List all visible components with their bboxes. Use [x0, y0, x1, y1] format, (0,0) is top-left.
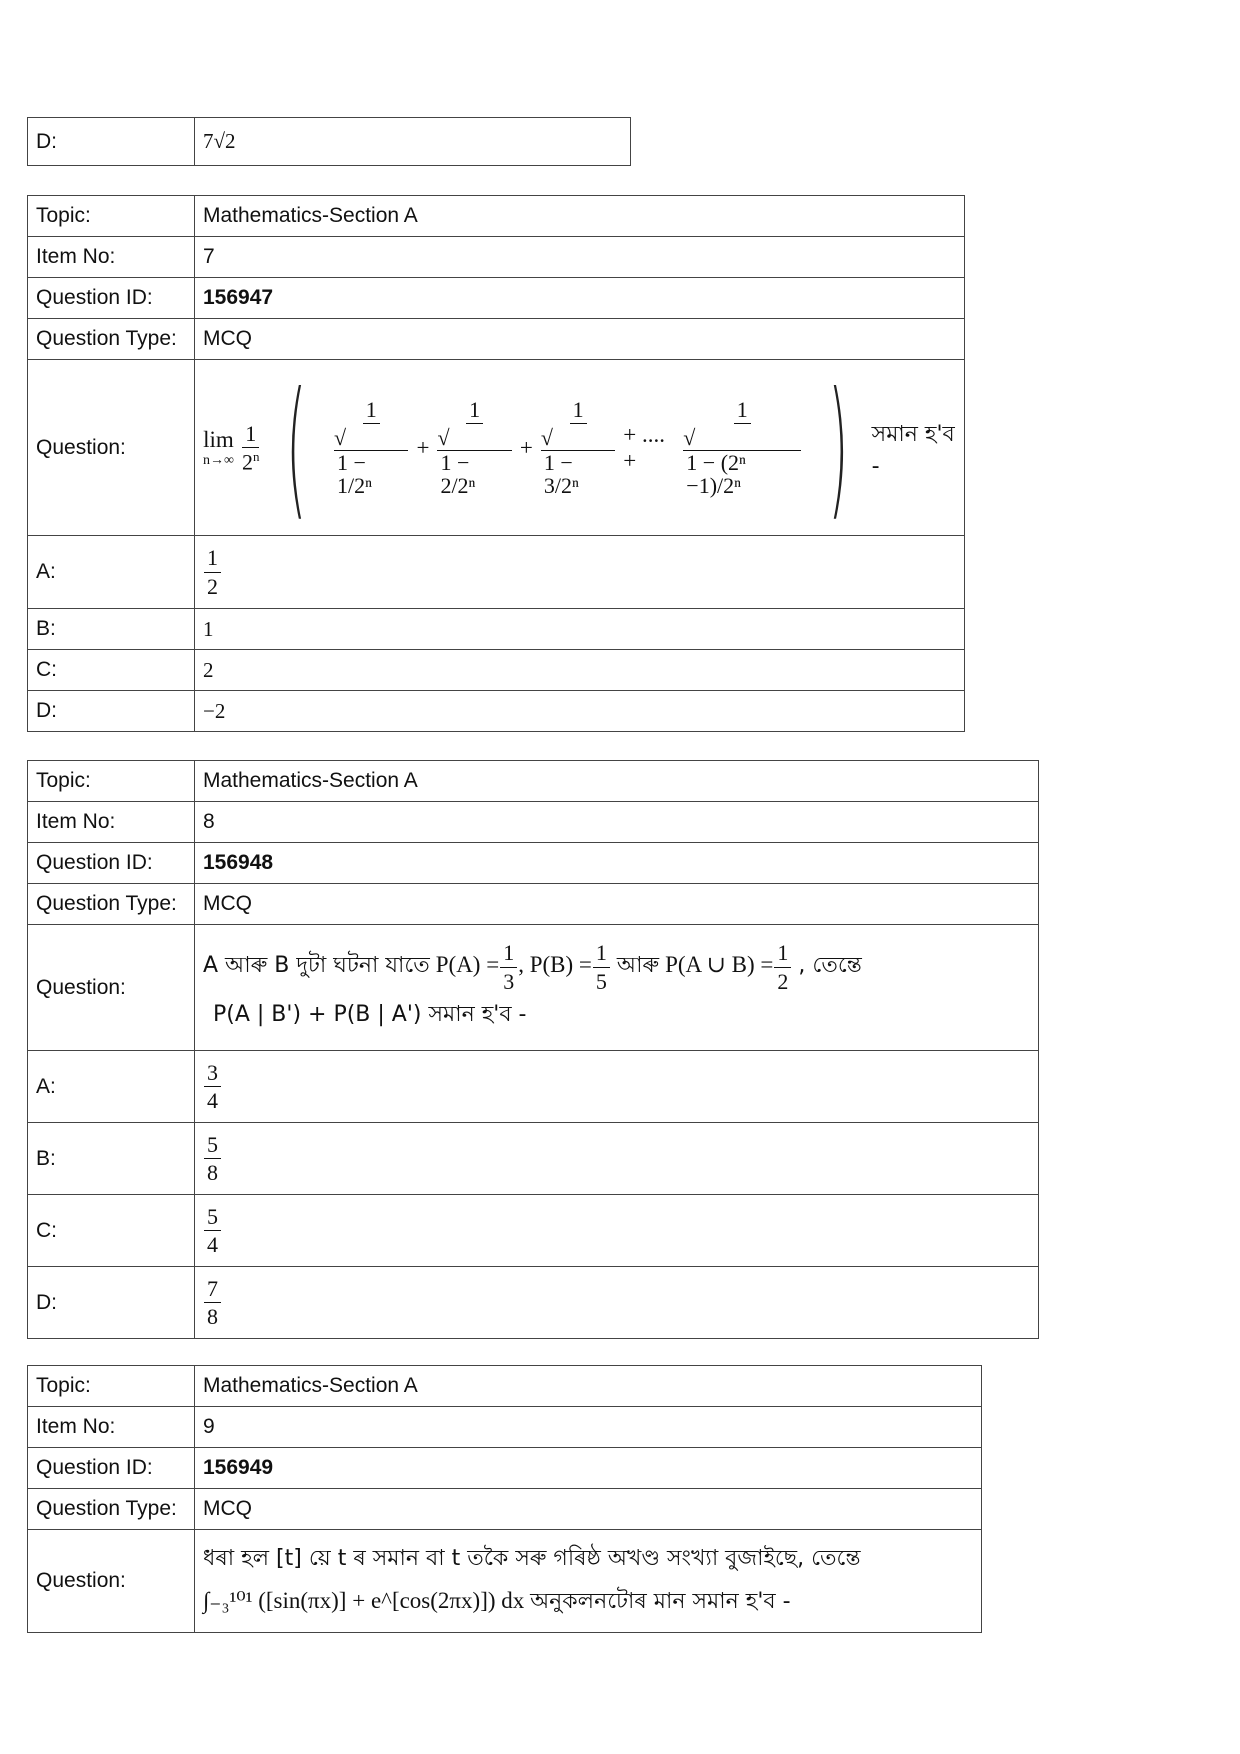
question-suffix: সমান হ'ব - [871, 421, 955, 479]
term-fraction: $\frac{1}{\text{√1 − 2/2ⁿ}}$ [433, 398, 515, 496]
item-no-label: Item No: [28, 237, 195, 278]
option-label: A: [28, 1051, 195, 1123]
option-value: −2 [195, 691, 965, 732]
option-label: B: [28, 609, 195, 650]
option-label: C: [28, 650, 195, 691]
question-text-c: , তেন্তে [798, 953, 862, 979]
item-no-label: Item No: [28, 1407, 195, 1448]
question-id-value: 156949 [195, 1448, 982, 1489]
integral-expression: ∫₋₃¹⁰¹ ([sin(πx)] + e^[cos(2πx)]) dx [203, 1588, 525, 1613]
question-label: Question: [28, 1530, 195, 1633]
option-label: D: [28, 691, 195, 732]
item-no-value: 7 [195, 237, 965, 278]
question-body: A আৰু B দুটা ঘটনা যাতে P(A) = $\frac{1}{3}$ , P(B) = $\frac{1}{5}$ আৰু P(A ∪ B) = $\frac{1}{2}$ , তেন্তে P(A | B') + P(B | A') সমান হ'ব - [195, 925, 1039, 1051]
question-id-label: Question ID: [28, 278, 195, 319]
topic-value: Mathematics-Section A [195, 196, 965, 237]
topic-value: Mathematics-Section A [195, 1366, 982, 1407]
question-body: lim n→∞ $\frac{1}{2^n}$ ( $\frac{1}{\text{√1 − 1/2ⁿ}}$ + $\frac{1}{\text{√1 − 2/2ⁿ}}$ + $\frac{1}{\text{√1 − 3/2ⁿ}}$ + .... + $\frac{1}{\text{√1 − (2ⁿ −1)/2ⁿ}}$ ) সমান হ'ব - [195, 360, 965, 536]
option-value: $\frac{1}{2}$ [195, 536, 965, 609]
question-table-8 [27, 760, 1039, 1339]
question-id-label: Question ID: [28, 843, 195, 884]
option-label: D: [28, 118, 195, 166]
option-value: 1 [195, 609, 965, 650]
question-type-label: Question Type: [28, 884, 195, 925]
question-table-9 [27, 1365, 982, 1633]
item-no-value: 9 [195, 1407, 982, 1448]
question-text-line1: ধৰা হল [t] য়ে t ৰ সমান বা t তকৈ সৰু গৰিষ্ঠ অখণ্ড সংখ্যা বুজাইছে, তেন্তে [203, 1546, 861, 1571]
question-label: Question: [28, 360, 195, 536]
option-label: A: [28, 536, 195, 609]
question-body [195, 1530, 982, 1633]
question-text-line2: অনুকলনটোৰ মান সমান হ'ব - [530, 1589, 791, 1614]
term-fraction: $\frac{1}{\text{√1 − 1/2ⁿ}}$ [330, 398, 412, 496]
topic-label: Topic: [28, 761, 195, 802]
question-text-line2: P(A | B') + P(B | A') সমান হ'ব - [213, 1001, 527, 1027]
item-no-value: 8 [195, 802, 1039, 843]
left-paren: ( [286, 360, 307, 535]
topic-label: Topic: [28, 1366, 195, 1407]
question-type-value: MCQ [195, 1489, 982, 1530]
question-text-b: আৰু [616, 953, 660, 979]
question-id-value: 156948 [195, 843, 1039, 884]
question-table-7 [27, 195, 965, 732]
option-value: $\frac{7}{8}$ [195, 1267, 1039, 1339]
question-type-value: MCQ [195, 884, 1039, 925]
question-id-value: 156947 [195, 278, 965, 319]
question-type-label: Question Type: [28, 319, 195, 360]
question-text-a: A আৰু B দুটা ঘটনা যাতে [203, 953, 430, 979]
option-value: $\frac{3}{4}$ [195, 1051, 1039, 1123]
prefactor-fraction: $\frac{1}{2^n}$ [241, 420, 260, 475]
term-fraction: $\frac{1}{\text{√1 − 3/2ⁿ}}$ [537, 398, 619, 496]
question-label: Question: [28, 925, 195, 1051]
option-label: C: [28, 1195, 195, 1267]
limit-operator [203, 427, 234, 469]
prev-question-tail [27, 117, 631, 166]
option-value: $\frac{5}{4}$ [195, 1195, 1039, 1267]
right-paren: ) [828, 360, 849, 535]
option-label: B: [28, 1123, 195, 1195]
lim-text: lim [203, 426, 234, 452]
question-id-label: Question ID: [28, 1448, 195, 1489]
option-value: 2 [195, 650, 965, 691]
lim-subscript: n→∞ [203, 452, 234, 468]
term-fraction: $\frac{1}{\text{√1 − (2ⁿ −1)/2ⁿ}}$ [679, 398, 805, 496]
topic-value: Mathematics-Section A [195, 761, 1039, 802]
question-type-label: Question Type: [28, 1489, 195, 1530]
topic-label: Topic: [28, 196, 195, 237]
question-type-value: MCQ [195, 319, 965, 360]
item-no-label: Item No: [28, 802, 195, 843]
option-label: D: [28, 1267, 195, 1339]
option-value: 7√2 [195, 118, 631, 166]
option-value: $\frac{5}{8}$ [195, 1123, 1039, 1195]
